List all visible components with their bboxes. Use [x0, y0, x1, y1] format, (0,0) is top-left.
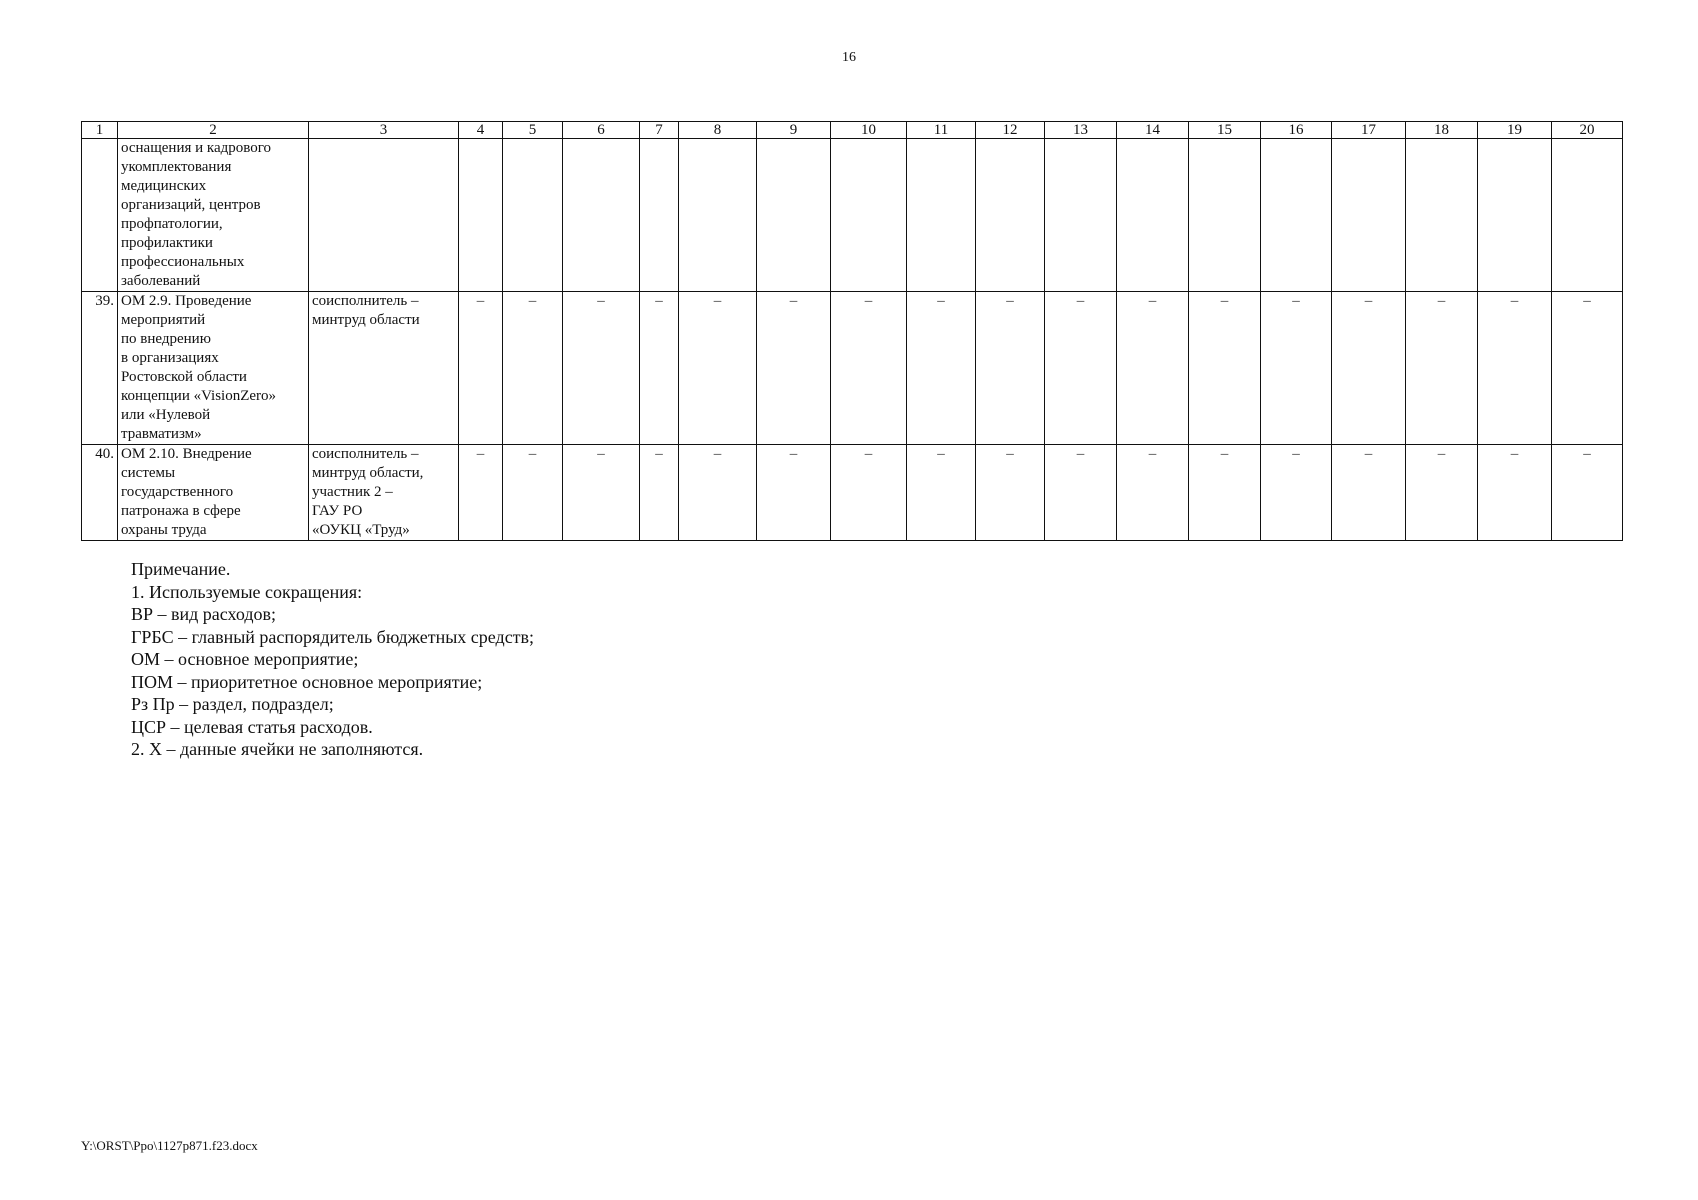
value-cell	[831, 139, 907, 292]
table-row	[82, 445, 1623, 541]
value-cell: –	[1189, 292, 1261, 445]
column-header: 10	[831, 122, 907, 139]
column-header: 1	[82, 122, 118, 139]
activity-name-line: ОМ 2.9. Проведение	[121, 293, 252, 309]
executor-line: «ОУКЦ «Труд»	[312, 522, 410, 538]
activity-name-line: медицинских	[121, 178, 207, 194]
value-cell: –	[831, 292, 907, 445]
activity-name-line: Ростовской области	[121, 369, 247, 385]
activity-name-cell	[118, 139, 309, 292]
activity-name-line: системы	[121, 465, 176, 481]
note-line: 1. Используемые сокращения:	[131, 581, 363, 602]
column-header: 11	[907, 122, 976, 139]
value-cell: –	[831, 445, 907, 541]
value-cell	[1478, 139, 1552, 292]
value-cell: –	[679, 292, 757, 445]
executor-cell	[309, 139, 459, 292]
column-header: 20	[1552, 122, 1623, 139]
value-cell	[976, 139, 1045, 292]
row-number	[82, 139, 118, 292]
value-cell: –	[1261, 445, 1332, 541]
value-cell: –	[976, 292, 1045, 445]
value-cell: –	[563, 292, 640, 445]
column-header: 7	[640, 122, 679, 139]
activity-name-line: в организациях	[121, 350, 219, 366]
column-header: 17	[1332, 122, 1406, 139]
note-block	[131, 558, 534, 761]
activity-name-line: ОМ 2.10. Внедрение	[121, 446, 252, 462]
value-cell	[1332, 139, 1406, 292]
note-line: ОМ – основное мероприятие;	[131, 649, 359, 669]
value-cell	[1117, 139, 1189, 292]
value-cell: –	[459, 445, 503, 541]
executor-line: минтруд области	[312, 312, 420, 328]
value-cell	[679, 139, 757, 292]
activity-name-line: заболеваний	[121, 273, 201, 289]
column-header: 2	[118, 122, 309, 139]
value-cell: –	[1117, 445, 1189, 541]
activity-name-line: профилактики	[121, 235, 213, 251]
activity-name-line: укомплектования	[121, 159, 232, 175]
activity-name-line: травматизм»	[121, 426, 202, 442]
activity-name-line: оснащения и кадрового	[121, 140, 272, 156]
activity-name-line: организаций, центров	[121, 197, 261, 213]
column-header: 13	[1045, 122, 1117, 139]
column-header: 19	[1478, 122, 1552, 139]
column-header: 18	[1406, 122, 1478, 139]
value-cell: –	[1406, 445, 1478, 541]
value-cell: –	[1552, 445, 1623, 541]
value-cell: –	[459, 292, 503, 445]
activity-name-line: государственного	[121, 484, 234, 500]
row-number: 40.	[82, 445, 118, 541]
value-cell: –	[907, 445, 976, 541]
value-cell: –	[640, 445, 679, 541]
activity-name-line: охраны труда	[121, 522, 207, 538]
column-header: 9	[757, 122, 831, 139]
program-table	[81, 121, 1623, 541]
column-header: 4	[459, 122, 503, 139]
value-cell: –	[1478, 292, 1552, 445]
activity-name-line: профпатологии,	[121, 216, 223, 232]
value-cell: –	[1045, 445, 1117, 541]
value-cell	[503, 139, 563, 292]
value-cell	[1552, 139, 1623, 292]
table-header-row	[82, 122, 1623, 139]
value-cell	[1189, 139, 1261, 292]
column-header: 3	[309, 122, 459, 139]
value-cell: –	[907, 292, 976, 445]
activity-name-line: профессиональных	[121, 254, 245, 270]
note-title: Примечание.	[131, 559, 231, 579]
executor-line: минтруд области,	[312, 465, 424, 481]
value-cell	[1261, 139, 1332, 292]
value-cell: –	[503, 292, 563, 445]
executor-line: соисполнитель –	[312, 293, 419, 309]
page-number: 16	[842, 50, 856, 65]
file-path-footer: Y:\ORST\Ppo\1127p871.f23.docx	[81, 1138, 258, 1153]
note-line: ЦСР – целевая статья расходов.	[131, 716, 373, 737]
activity-name-line: мероприятий	[121, 312, 206, 328]
executor-line: участник 2 –	[312, 484, 393, 500]
value-cell: –	[679, 445, 757, 541]
row-number: 39.	[82, 292, 118, 445]
executor-line: ГАУ РО	[312, 503, 363, 519]
note-line: ВР – вид расходов;	[131, 604, 277, 624]
value-cell: –	[976, 445, 1045, 541]
value-cell	[563, 139, 640, 292]
column-header: 6	[563, 122, 640, 139]
value-cell: –	[1189, 445, 1261, 541]
note-line: ГРБС – главный распорядитель бюджетных средств;	[131, 626, 535, 647]
note-line: 2. Х – данные ячейки не заполняются.	[131, 739, 424, 759]
value-cell: –	[1332, 292, 1406, 445]
executor-line: соисполнитель –	[312, 446, 419, 462]
value-cell: –	[757, 292, 831, 445]
activity-name-cell	[118, 445, 309, 541]
column-header: 5	[503, 122, 563, 139]
value-cell	[1045, 139, 1117, 292]
column-header: 14	[1117, 122, 1189, 139]
column-header: 15	[1189, 122, 1261, 139]
value-cell	[757, 139, 831, 292]
table-row	[82, 139, 1623, 292]
value-cell: –	[503, 445, 563, 541]
table-row	[82, 292, 1623, 445]
value-cell: –	[1478, 445, 1552, 541]
activity-name-line: или «Нулевой	[121, 407, 211, 423]
activity-name-line: по внедрению	[121, 331, 211, 347]
value-cell: –	[1332, 445, 1406, 541]
value-cell: –	[757, 445, 831, 541]
column-header: 12	[976, 122, 1045, 139]
value-cell: –	[1117, 292, 1189, 445]
value-cell	[459, 139, 503, 292]
note-line: ПОМ – приоритетное основное мероприятие;	[131, 671, 483, 692]
value-cell: –	[640, 292, 679, 445]
note-line: Рз Пр – раздел, подраздел;	[131, 694, 334, 714]
value-cell: –	[1261, 292, 1332, 445]
activity-name-line: концепции «VisionZero»	[121, 388, 277, 404]
executor-cell	[309, 445, 459, 541]
value-cell: –	[1552, 292, 1623, 445]
executor-cell	[309, 292, 459, 445]
value-cell	[640, 139, 679, 292]
activity-name-line: патронажа в сфере	[121, 503, 241, 519]
value-cell	[907, 139, 976, 292]
value-cell	[1406, 139, 1478, 292]
activity-name-cell	[118, 292, 309, 445]
value-cell: –	[1406, 292, 1478, 445]
value-cell: –	[563, 445, 640, 541]
value-cell: –	[1045, 292, 1117, 445]
column-header: 8	[679, 122, 757, 139]
column-header: 16	[1261, 122, 1332, 139]
